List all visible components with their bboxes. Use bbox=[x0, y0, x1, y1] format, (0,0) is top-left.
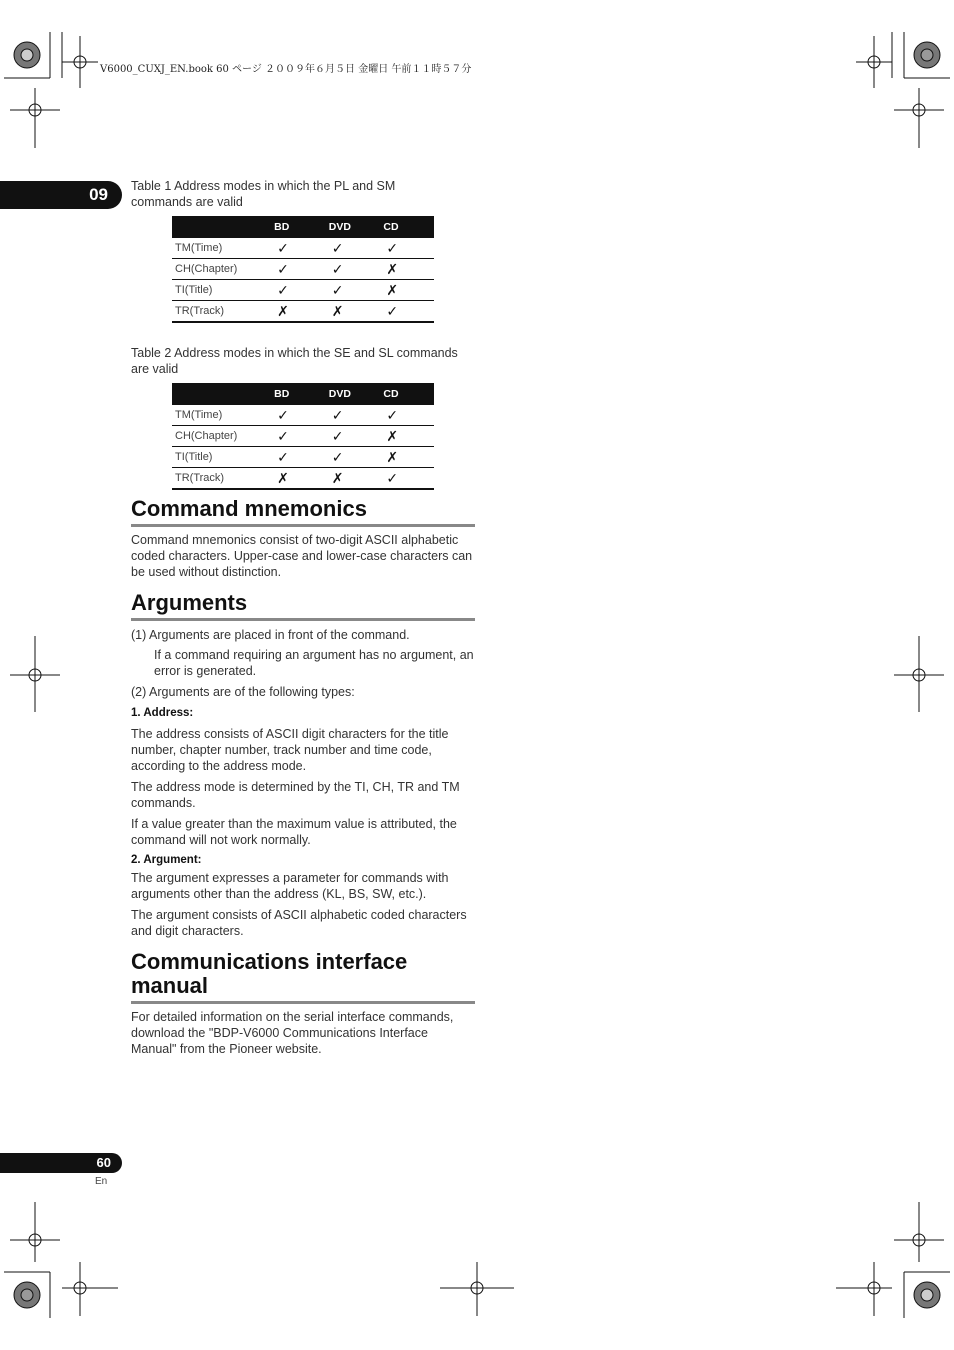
dvd-mark: ✗ bbox=[329, 301, 384, 323]
table-row bbox=[172, 405, 434, 426]
row-label: TI(Title) bbox=[172, 447, 274, 468]
row-label: CH(Chapter) bbox=[172, 259, 274, 280]
table-row bbox=[172, 280, 434, 301]
bd-mark: ✓ bbox=[274, 280, 329, 301]
dvd-mark: ✓ bbox=[329, 280, 384, 301]
print-header: V6000_CUXJ_EN.book 60 ページ ２００９年６月５日 金曜日 午前１１時５７分 bbox=[100, 64, 472, 75]
arguments-p2: (2) Arguments are of the following types: bbox=[131, 685, 355, 699]
bd-mark: ✓ bbox=[274, 447, 329, 468]
table2-caption: Table 2 Address modes in which the SE and SL commands are valid bbox=[131, 346, 458, 376]
bd-mark: ✓ bbox=[274, 259, 329, 280]
cd-mark: ✓ bbox=[383, 301, 434, 323]
cd-mark: ✗ bbox=[383, 259, 434, 280]
table1-caption: Table 1 Address modes in which the PL and SM commands are valid bbox=[131, 179, 396, 209]
command-mnemonics-heading: Command mnemonics bbox=[131, 497, 475, 527]
bd-mark: ✓ bbox=[274, 238, 329, 259]
comm-manual-heading: Communications interface manual bbox=[131, 950, 475, 1004]
comm-manual-body: For detailed information on the serial interface commands, download the "BDP-V6000 Communications Interface Manual" from the Pioneer website. bbox=[131, 1010, 454, 1056]
dvd-mark: ✓ bbox=[329, 405, 384, 426]
command-mnemonics-body: Command mnemonics consist of two-digit ASCII alphabetic coded characters. Upper-case and lower-case characters can be used without distinction. bbox=[131, 533, 473, 579]
table2-header-bd: BD bbox=[274, 383, 329, 405]
row-label: TI(Title) bbox=[172, 280, 274, 301]
cd-mark: ✗ bbox=[383, 280, 434, 301]
dvd-mark: ✗ bbox=[329, 468, 384, 490]
argument-p1: The argument expresses a parameter for commands with arguments other than the address (KL, BS, SW, etc.). bbox=[131, 871, 449, 901]
row-label: TR(Track) bbox=[172, 301, 274, 323]
table-row bbox=[172, 238, 434, 259]
address-p2: The address mode is determined by the TI, CH, TR and TM commands. bbox=[131, 780, 460, 810]
table-row bbox=[172, 426, 434, 447]
table-row bbox=[172, 447, 434, 468]
table1-header-cd: CD bbox=[383, 216, 434, 238]
cd-mark: ✗ bbox=[383, 426, 434, 447]
cd-mark: ✓ bbox=[383, 238, 434, 259]
table2 bbox=[172, 383, 434, 490]
arguments-p1: (1) Arguments are placed in front of the command. bbox=[131, 628, 410, 642]
argument-p2: The argument consists of ASCII alphabetic coded characters and digit characters. bbox=[131, 908, 467, 938]
chapter-tab: 09 bbox=[0, 181, 122, 209]
cd-mark: ✓ bbox=[383, 405, 434, 426]
arguments-heading: Arguments bbox=[131, 591, 475, 621]
dvd-mark: ✓ bbox=[329, 259, 384, 280]
table1 bbox=[172, 216, 434, 323]
row-label: TM(Time) bbox=[172, 238, 274, 259]
bd-mark: ✗ bbox=[274, 468, 329, 490]
row-label: CH(Chapter) bbox=[172, 426, 274, 447]
table-row bbox=[172, 301, 434, 323]
address-p3: If a value greater than the maximum value is attributed, the command will not work normally. bbox=[131, 817, 457, 847]
table2-header-dvd: DVD bbox=[329, 383, 384, 405]
dvd-mark: ✓ bbox=[329, 426, 384, 447]
dvd-mark: ✓ bbox=[329, 447, 384, 468]
address-subheading: 1. Address: bbox=[131, 707, 194, 719]
page-number: 60 bbox=[0, 1153, 122, 1173]
address-p1: The address consists of ASCII digit characters for the title number, chapter number, track number and time code, according to the address mode. bbox=[131, 727, 449, 773]
row-label: TM(Time) bbox=[172, 405, 274, 426]
table-row bbox=[172, 468, 434, 490]
bd-mark: ✓ bbox=[274, 405, 329, 426]
table1-header-dvd: DVD bbox=[329, 216, 384, 238]
cd-mark: ✗ bbox=[383, 447, 434, 468]
cd-mark: ✓ bbox=[383, 468, 434, 490]
row-label: TR(Track) bbox=[172, 468, 274, 490]
bd-mark: ✗ bbox=[274, 301, 329, 323]
table1-header-bd: BD bbox=[274, 216, 329, 238]
bd-mark: ✓ bbox=[274, 426, 329, 447]
language-label: En bbox=[95, 1176, 108, 1187]
arguments-p1-indent: If a command requiring an argument has no argument, an error is generated. bbox=[154, 648, 474, 678]
argument-subheading: 2. Argument: bbox=[131, 854, 202, 866]
dvd-mark: ✓ bbox=[329, 238, 384, 259]
table-row bbox=[172, 259, 434, 280]
table2-header-cd: CD bbox=[383, 383, 434, 405]
